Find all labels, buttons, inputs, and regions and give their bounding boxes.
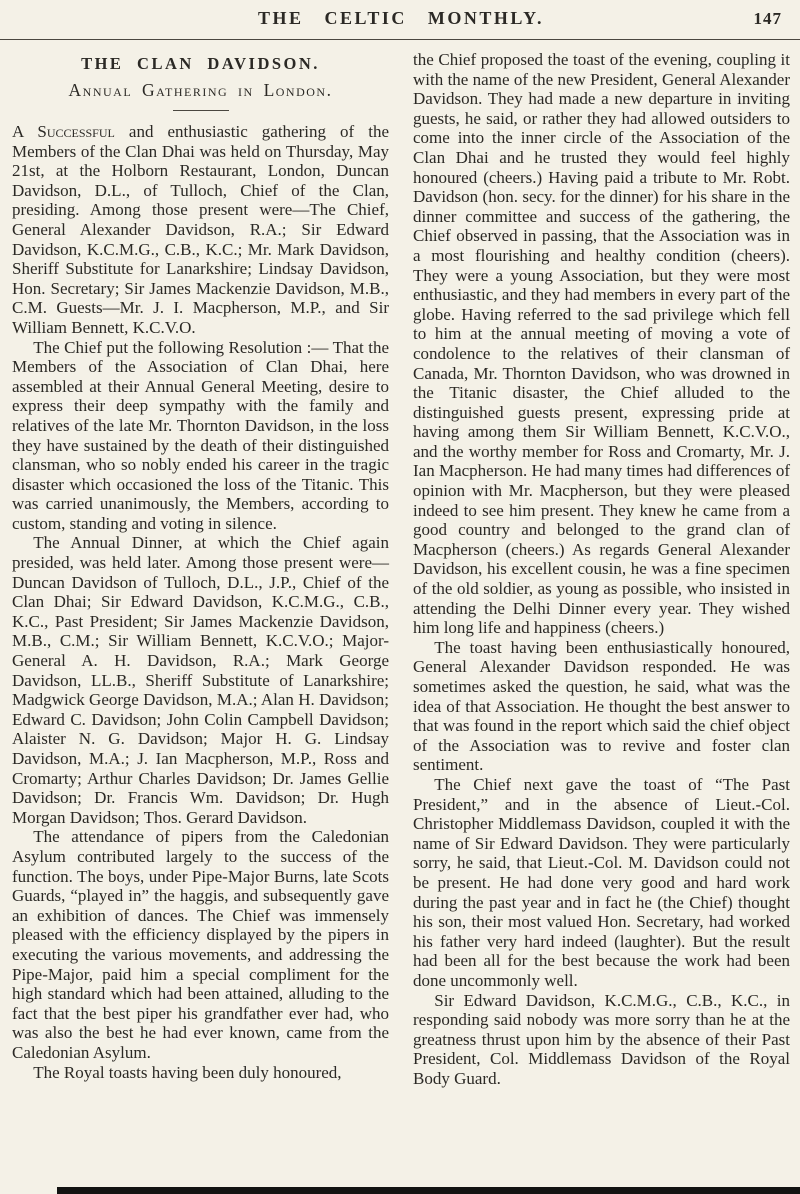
article-title: THE CLAN DAVIDSON. [81, 54, 320, 73]
paragraph-annual-dinner: The Annual Dinner, at which the Chief again presided, was held later. Among those present were—Duncan Davidson of Tulloch, D.L., J.P., Chief of the Clan Dhai; Sir Edward Davidson, K.C.M.G., C.B., K.C., Past President; Sir James Mackenzie Davidson, M.B., C.M.; Sir William Bennett, K.C.V.O.; Major-General A. H. Davidson, R.A.; Mark George Davidson, LL.B., Sheriff Substitute of Lanarkshire; Madgwick George Davidson, M.A.; Alan H. Davidson; Edward C. Davidson; John Colin Campbell Davidson; Alaister N. G. Davidson; Major H. G. Lindsay Davidson, M.A.; J. Ian Macpherson, M.P., Ross and Cromarty; Arthur Charles Davidson; Dr. James Gellie Davidson; Dr. Francis Wm. Davidson; Dr. Hugh Morgan Davidson; Thos. Gerard Davidson. [12, 533, 389, 827]
masthead-rule [0, 39, 800, 40]
paragraph-edward-davidson-response: Sir Edward Davidson, K.C.M.G., C.B., K.C., in responding said nobody was more sorry than he at the greatness thrust upon him by the absence of their Past President, Col. Middlemass Davidson of the Royal Body Guard. [413, 990, 790, 1088]
left-column [12, 50, 389, 1088]
journal-title: THE CELTIC MONTHLY. [257, 8, 545, 28]
page-number: 147 [753, 9, 782, 28]
right-column [413, 50, 790, 1088]
paragraph-past-president-toast: The Chief next gave the toast of “The Past President,” and in the absence of Lieut.-Col. Christopher Middlemass Davidson, coupled it with the name of Sir Edward Davidson. They were particularly sorry, he said, that Lieut.-Col. M. Davidson could not be present. He had done very good and hard work during the past year and in fact he (the Chief) thought his son, their most valued Hon. Secretary, had worked his father very hard indeed (laughter). But the result had been all for the best because the work had been done uncommonly well. [413, 774, 790, 990]
opening-smallcaps: A Successful [12, 122, 115, 141]
article-columns [12, 50, 790, 1088]
paragraph-pipers: The attendance of pipers from the Caledonian Asylum contributed largely to the success of the function. The boys, under Pipe-Major Burns, late Scots Guards, “played in” the haggis, and subsequently gave an exhibition of dances. The Chief was immensely pleased with the efficiency displayed by the pipers in executing the various movements, and addressing the Pipe-Major, paid him a special compliment for the high standard which had been attained, alluding to the fact that the best piper his grandfather ever had, who was also the best he had ever known, came from the Caledonian Asylum. [12, 827, 389, 1062]
paragraph-opening [12, 122, 389, 338]
paragraph-resolution: The Chief put the following Resolution :— That the Members of the Association of Clan Dhai, here assembled at their Annual General Meeting, desire to express their deep sympathy with the family and relatives of the late Mr. Thornton Davidson, in the loss they have sustained by the death of their distinguished clansman, who so nobly ended his career in the tragic disaster which occasioned the loss of the Titanic. This was carried unanimously, the Members, according to custom, standing and voting in silence. [12, 337, 389, 533]
paragraph-toast-response: The toast having been enthusiastically honoured, General Alexander Davidson responded. He was sometimes asked the question, he said, what was the idea of that Association. He thought the best answer to that was found in the report which said the chief object of the Association was to revive and foster clan sentiment. [413, 637, 790, 775]
title-divider-rule [173, 110, 229, 111]
article-subtitle: Annual Gathering in London. [68, 80, 333, 100]
masthead [12, 8, 790, 32]
paragraph-toast-of-evening: the Chief proposed the toast of the evening, coupling it with the name of the new President, General Alexander Davidson. They had made a new departure in inviting guests, he said, or rather they had allowed outsiders to come into the inner circle of the Association of the Clan Dhai and he trusted they would feel highly honoured (cheers.) Having paid a tribute to Mr. Robt. Davidson (hon. secy. for the dinner) for his share in the dinner committee and success of the gathering, the Chief observed in passing, that the Association was in a most flourishing and healthy condition (cheers). They were a young Association, but they were most enthusiastic, and they had members in every part of the globe. Having referred to the sad privilege which fell to him at the annual meeting of moving a vote of condolence to the relatives of their clansman of Canada, Mr. Thornton Davidson, who was drowned in the Titanic disaster, the Chief alluded to the distinguished guests present, expressing pride at having among them Sir William Bennett, K.C.V.O., and the worthy member for Ross and Cromarty, Mr. J. Ian Macpherson. He had many times had differences of opinion with Mr. Macpherson, but they were pleased indeed to see him present. They knew he came from a good country and belonged to the grand clan of Macpherson (cheers.) As regards General Alexander Davidson, his excellent cousin, he was a fine specimen of the old soldier, as young as possible, who insisted in attending the Delhi Dinner every year. They wished him long life and happiness (cheers.) [413, 50, 790, 638]
scan-artifact-bar [57, 1187, 800, 1194]
opening-text: and enthusiastic gathering of the Members of the Clan Dhai was held on Thursday, May 21st, at the Holborn Restaurant, London, Duncan Davidson, D.L., of Tulloch, Chief of the Clan, presiding. Among those present were—The Chief, General Alexander Davidson, R.A.; Sir Edward Davidson, K.C.M.G., C.B., K.C.; Mr. Mark Davidson, Sheriff Substitute for Lanarkshire; Lindsay Davidson, Hon. Secretary; Sir James Mackenzie Davidson, M.B., C.M. Guests—Mr. J. I. Macpherson, M.P., and Sir William Bennett, K.C.V.O. [12, 122, 389, 337]
paragraph-royal-toasts: The Royal toasts having been duly honoured, [33, 1062, 342, 1082]
